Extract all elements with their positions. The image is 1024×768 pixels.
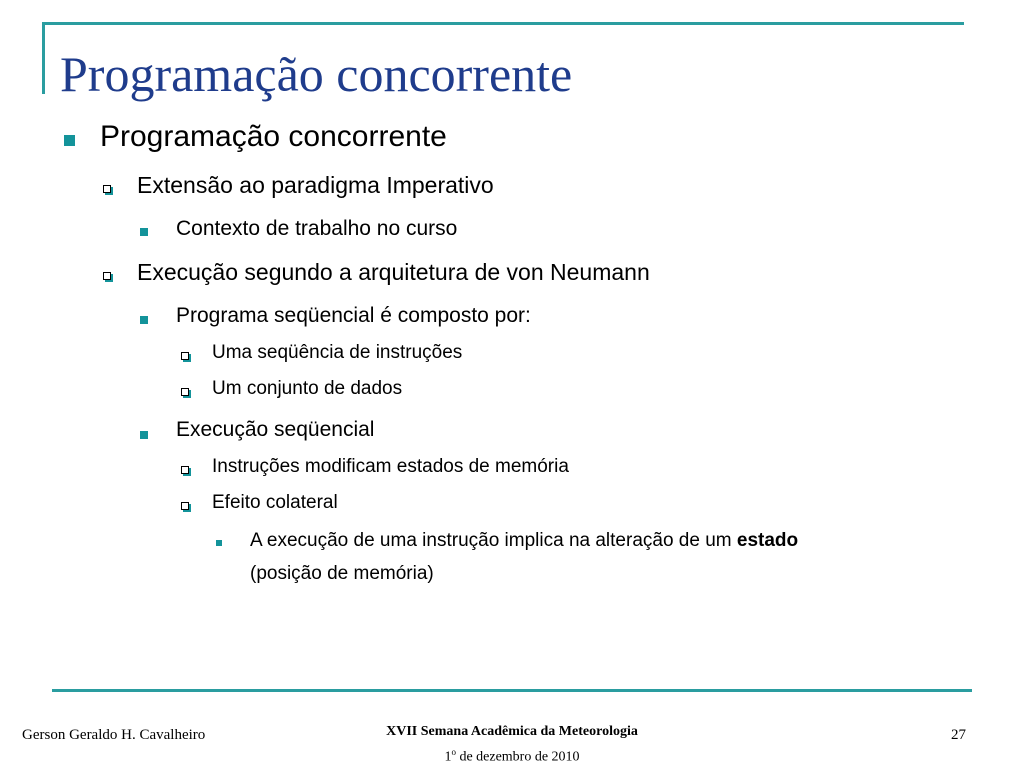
bullet-text: (posição de memória) bbox=[250, 563, 434, 584]
bullet-level2 bbox=[137, 172, 494, 199]
footer-date-rest: de dezembro de 2010 bbox=[455, 749, 580, 765]
square-bullet-icon bbox=[140, 316, 148, 324]
footer-divider-line bbox=[52, 689, 972, 692]
hollow-square-bullet-icon bbox=[181, 502, 189, 510]
square-bullet-icon bbox=[216, 540, 222, 546]
bullet-text: Efeito colateral bbox=[212, 492, 338, 513]
hollow-square-bullet-icon bbox=[181, 352, 189, 360]
bullet-level5 bbox=[250, 530, 798, 552]
bullet-level3 bbox=[176, 418, 374, 442]
bullet-text: Programa seqüencial é composto por: bbox=[176, 304, 531, 327]
bullet-text: Um conjunto de dados bbox=[212, 378, 403, 399]
slide-title: Programação concorrente bbox=[60, 46, 573, 102]
bullet-text: Execução seqüencial bbox=[176, 418, 375, 441]
page-number: 27 bbox=[951, 727, 966, 743]
bullet-text-bold: estado bbox=[736, 530, 799, 551]
hollow-square-bullet-icon bbox=[181, 466, 189, 474]
bullet-level4 bbox=[212, 492, 338, 514]
bullet-level2 bbox=[137, 259, 650, 286]
bullet-level4 bbox=[212, 342, 462, 364]
bullet-text: A execução de uma instrução implica na alteração de um bbox=[250, 530, 737, 551]
bullet-text: Uma seqüência de instruções bbox=[212, 342, 463, 363]
footer-event-name: XVII Semana Acadêmica da Meteorologia bbox=[386, 724, 638, 739]
hollow-square-bullet-icon bbox=[181, 388, 189, 396]
hollow-square-bullet-icon bbox=[103, 185, 111, 193]
footer-event-info bbox=[312, 722, 712, 768]
square-bullet-icon bbox=[140, 228, 148, 236]
bullet-level3 bbox=[176, 304, 531, 328]
bullet-text: Execução segundo a arquitetura de von Neumann bbox=[137, 259, 650, 285]
bullet-level1 bbox=[100, 120, 447, 154]
bullet-level3 bbox=[176, 217, 457, 241]
footer-author: Gerson Geraldo H. Cavalheiro bbox=[22, 727, 206, 743]
bullet-level4 bbox=[212, 456, 569, 478]
bullet-text: Extensão ao paradigma Imperativo bbox=[137, 172, 494, 198]
bullet-level5-continuation bbox=[250, 563, 434, 585]
bullet-text: Contexto de trabalho no curso bbox=[176, 217, 458, 240]
bullet-level4 bbox=[212, 378, 402, 400]
footer-date-day: 1 bbox=[444, 749, 452, 765]
hollow-square-bullet-icon bbox=[103, 272, 111, 280]
footer-date bbox=[312, 742, 712, 768]
bullet-text: Instruções modificam estados de memória bbox=[212, 456, 569, 477]
bullet-text: Programação concorrente bbox=[100, 120, 447, 153]
square-bullet-icon bbox=[140, 431, 148, 439]
square-bullet-icon bbox=[64, 135, 75, 146]
footer-date-ordinal: o bbox=[451, 747, 456, 757]
